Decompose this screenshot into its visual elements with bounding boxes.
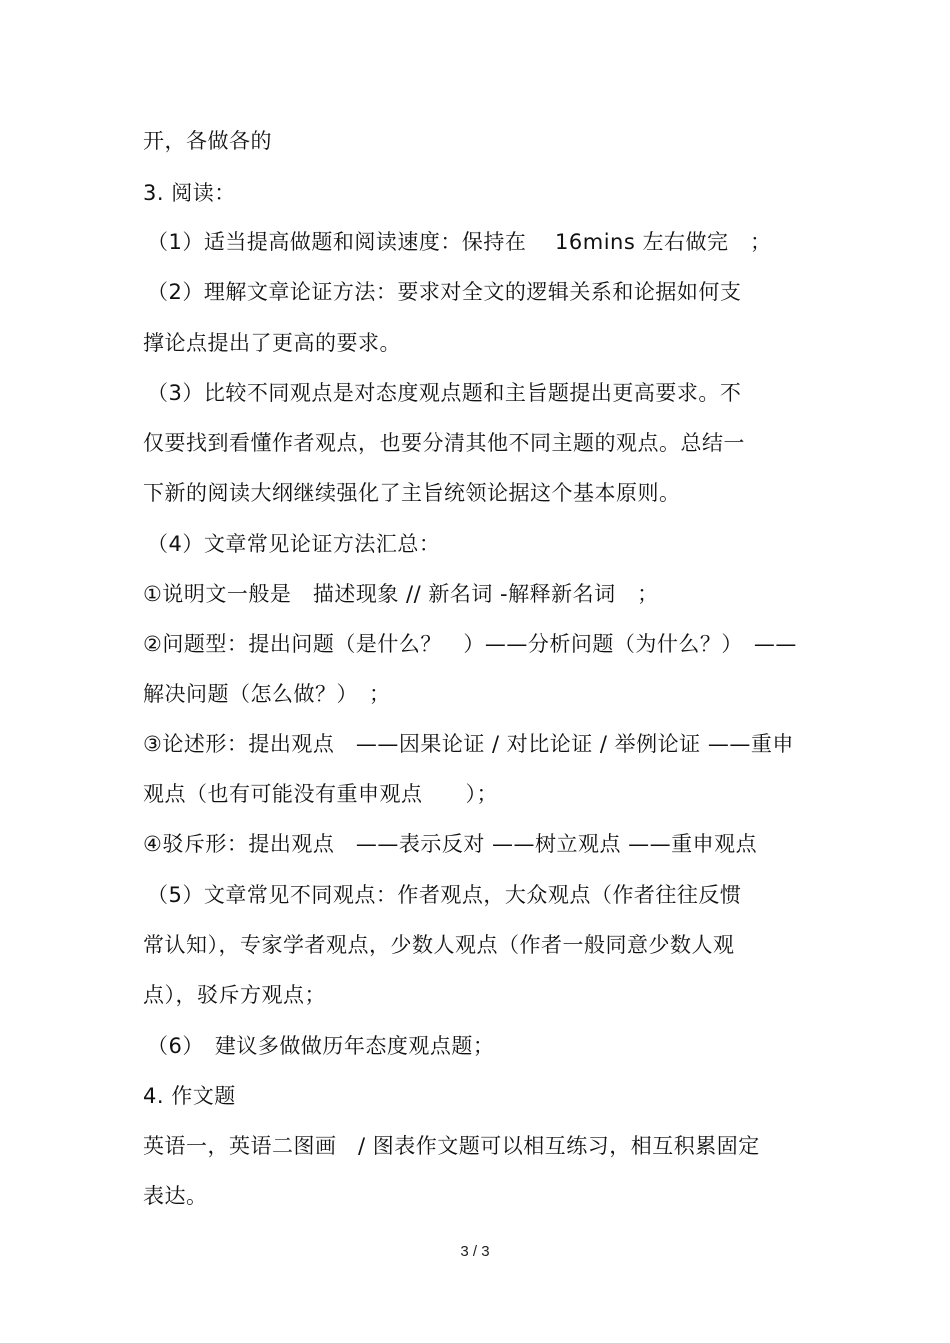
text-line-12: 解决问题（怎么做？） ； [143,682,391,706]
text-line-7: 仅要找到看懂作者观点，也要分清其他不同主题的观点。总结一 [143,431,745,455]
text-line-10: ①说明文一般是 描述现象 // 新名词 -解释新名词 ； [143,582,659,606]
text-line-19: （6） 建议多做做历年态度观点题； [147,1034,495,1058]
text-line-17: 常认知），专家学者观点，少数人观点（作者一般同意少数人观 [143,933,735,957]
text-line-9: （4）文章常见论证方法汇总： [147,532,441,556]
text-line-22: 表达。 [143,1184,208,1208]
text-line-3: （1）适当提高做题和阅读速度：保持在 16mins 左右做完 ； [147,230,772,254]
text-line-1: 开，各做各的 [143,129,272,153]
section-heading-writing: 4. 作文题 [143,1084,236,1108]
page-number: 3 / 3 [460,1243,490,1260]
text-line-15: ④驳斥形：提出观点 ——表示反对 ——树立观点 ——重申观点 [143,832,758,856]
text-line-14: 观点（也有可能没有重申观点 ）； [143,782,498,806]
section-heading-reading: 3. 阅读： [143,181,236,205]
text-line-21: 英语一，英语二图画 / 图表作文题可以相互练习，相互积累固定 [143,1134,760,1158]
text-line-18: 点），驳斥方观点； [143,983,326,1007]
text-line-4: （2）理解文章论证方法：要求对全文的逻辑关系和论据如何支 [147,280,742,304]
text-line-13: ③论述形：提出观点 ——因果论证 / 对比论证 / 举例论证 ——重申 [143,732,794,756]
text-line-5: 撑论点提出了更高的要求。 [143,331,401,355]
text-line-8: 下新的阅读大纲继续强化了主旨统领论据这个基本原则。 [143,481,681,505]
text-line-6: （3）比较不同观点是对态度观点题和主旨题提出更高要求。不 [147,381,742,405]
text-line-16: （5）文章常见不同观点：作者观点，大众观点（作者往往反惯 [147,883,742,907]
text-line-11: ②问题型：提出问题（是什么？ ）——分析问题（为什么？） —— [143,632,797,656]
